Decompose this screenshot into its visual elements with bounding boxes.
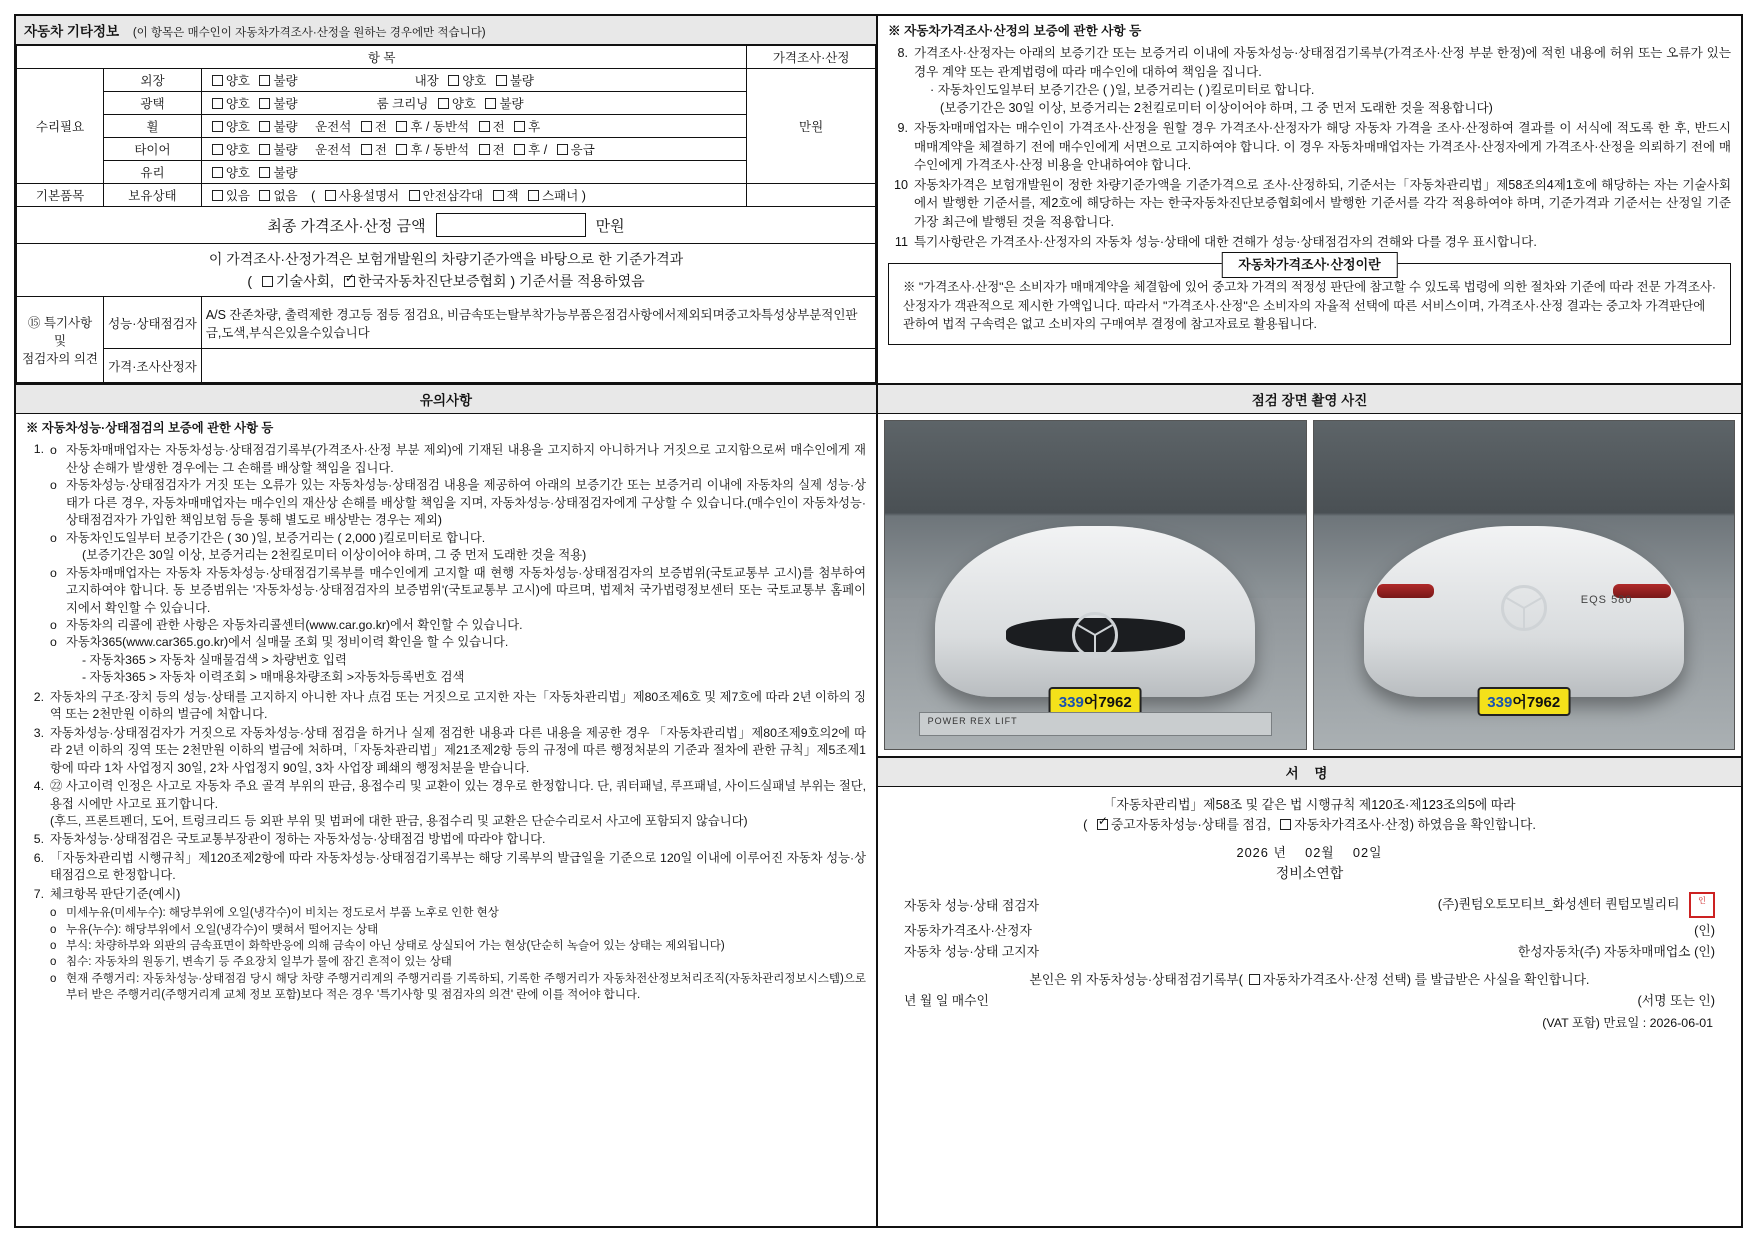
plate-char: 어 bbox=[1083, 694, 1099, 712]
notice-sublist bbox=[50, 442, 866, 686]
label-wheel-bad: 불량 bbox=[273, 120, 298, 134]
th-item: 항 목 bbox=[17, 46, 747, 69]
item-text: 자동차성능·상태점검자가 거짓으로 자동차성능·상태 점검을 하거나 실제 점검한 내용과 다른 내용을 제공한 경우 「자동차관리법」제80조제9호의2에 따라 2년 이하의 징역 또는 2천만원 이하의 벌금에 처하며,「자동차관리법」제21조제2항 등의 규정에 따른 행정처분의 기준과 절차에 관한 규칙」제5조제1항에 따라 1차 사업정지 30일, 2차 사업정지 90일, 3차 사업장 폐쇄의 행정처분을 받습니다. bbox=[50, 725, 866, 775]
license-plate-rear bbox=[1477, 687, 1570, 716]
price-basis-line2-post: ) 기준서를 적용하였음 bbox=[510, 273, 645, 289]
signer-label-inspector: 자동차 성능·상태 점검자 bbox=[904, 898, 1039, 914]
signature-legal-line: 「자동차관리법」제58조 및 같은 법 시행규칙 제120조·제123조의5에 따라 bbox=[1103, 797, 1516, 812]
label-possession-yes: 있음 bbox=[225, 189, 250, 203]
list-item: o 부식: 차량하부와 외판의 금속표면이 화학반응에 의해 금속이 아닌 상태로 상실되어 가는 현상(단순히 녹슬어 있는 상태는 제외됩니다) bbox=[50, 938, 866, 954]
list-item bbox=[26, 778, 866, 830]
label-tire-pass-front: 전 bbox=[492, 143, 505, 157]
checkbox-polish-bad[interactable] bbox=[259, 98, 270, 109]
buyer-signature-row bbox=[892, 988, 1727, 1009]
plate-char: 어 bbox=[1512, 694, 1527, 712]
top-section bbox=[16, 16, 1741, 383]
lift-platform bbox=[919, 712, 1272, 736]
plate-number: 7962 bbox=[1098, 694, 1132, 712]
mid-section-bars bbox=[16, 383, 1741, 414]
list-item bbox=[26, 886, 866, 1004]
list-item bbox=[26, 831, 866, 848]
price-survey-definition-text: ※ "가격조사·산정"은 소비자가 매매계약을 체결함에 있어 중고차 가격의 적정성 판단에 참고할 수 있도록 법령에 의한 절차와 기준에 따라 전문 가격조사·산정자가 객관적으로 제시한 가액입니다. 따라서 "가격조사·산정"은 소비자의 자율적 선택에 따른 서비스이며, 가격조사·산정 결과는 중고차 가격판단에 관하여 법적 구속력은 없고 소비자의 구매여부 결정에 참고자료로 활용됩니다. bbox=[903, 280, 1717, 332]
inspector-opinion-text: A/S 잔존차량, 출력제한 경고등 점등 점검요, 비금속또는탈부착가능부품은점검사항에서제외되며중고차특성상부분적인판금,도색,부식은있을수있습니다 bbox=[201, 297, 875, 349]
checkbox-manual[interactable] bbox=[325, 190, 336, 201]
label-wheel-driver-front: 전 bbox=[374, 120, 387, 134]
buyer-confirm-option: 자동차가격조사·산정 선택) bbox=[1262, 971, 1411, 987]
label-interior-good: 양호 bbox=[462, 74, 487, 88]
list-item: o 자동차매매업자는 자동차성능·상태점검기록부(가격조사·산정 부분 제외)에 기재된 내용을 고지하지 아니하거나 거짓으로 고지함으로써 매수인에게 재산상 손해가 발생한 경우에는 그 손해를 배상할 책임을 집니다. bbox=[50, 442, 866, 477]
photos-section-title: 점검 장면 촬영 사진 bbox=[878, 385, 1741, 413]
checkbox-interior-bad[interactable] bbox=[496, 75, 507, 86]
price-basis-paren-open: ( bbox=[247, 273, 253, 289]
photo-rear-view bbox=[1313, 420, 1736, 750]
checkbox-triangle[interactable] bbox=[409, 190, 420, 201]
list-item bbox=[888, 119, 1731, 174]
price-survey-guarantee-panel bbox=[878, 16, 1741, 383]
signature-options-line bbox=[892, 815, 1727, 835]
checkbox-wheel-bad[interactable] bbox=[259, 121, 270, 132]
checkbox-glass-good[interactable] bbox=[212, 167, 223, 178]
item-text: 가격조사·산정자는 아래의 보증기간 또는 보증거리 이내에 자동차성능·상태점검기록부(가격조사·산정 부분 한정)에 적힌 내용에 허위 또는 오류가 있는 경우 계약 또는 관계법령에 따라 매수인에 대하여 책임을 집니다. bbox=[914, 46, 1731, 79]
label-tire-driver-side: 운전석 bbox=[315, 143, 352, 157]
final-price-unit: 만원 bbox=[595, 217, 625, 235]
list-item bbox=[26, 689, 866, 724]
list-item bbox=[888, 44, 1731, 117]
signature-section-title: 서 명 bbox=[878, 756, 1741, 787]
plate-number: 7962 bbox=[1526, 694, 1561, 712]
signature-organization: 정비소연합 bbox=[1275, 864, 1344, 881]
item-dash-2: - 자동차365 > 자동차 이력조회 > 매매용차량조회 >자동차등록번호 검색 bbox=[82, 670, 465, 685]
signer-label-appraiser: 자동차가격조사·산정자 bbox=[904, 922, 1032, 938]
label-wheel-good: 양호 bbox=[225, 120, 250, 134]
signer-value-appraiser: (인) bbox=[1694, 922, 1715, 938]
mercedes-star-icon bbox=[1072, 612, 1118, 658]
checkbox-performance-inspection[interactable] bbox=[1097, 819, 1108, 830]
item-paren: (보증기간은 30일 이상, 보증거리는 2천킬로미터 이상이어야 하며, 그 중 먼저 도래한 것을 적용) bbox=[82, 548, 587, 563]
cell-basic-items-options: 있음 없음 ( 사용설명서 안전삼각대 잭 스패너 ) bbox=[201, 184, 746, 207]
item-text: 자동차365(www.car365.go.kr)에서 실매물 조회 및 정비이력 확인을 할 수 있습니다. bbox=[66, 635, 509, 650]
label-exterior-bad: 불량 bbox=[273, 74, 298, 88]
cell-tire-label: 타이어 bbox=[104, 138, 202, 161]
checkbox-possession-no[interactable] bbox=[259, 190, 270, 201]
item-text: 현재 주행거리: 자동차성능·상태점검 당시 해당 차량 주행거리계의 주행거리를 기록하되, 기록한 주행거리가 자동차전산정보처리조직(자동차관리정보시스템)으로부터 받은 주행거리(주행거리계 교체 정보 포함)보다 적은 경우 '특기사항 및 점검자의 의견' 란에 이를 적어야 합니다. bbox=[66, 972, 866, 1001]
checkbox-basis-engineer-society[interactable] bbox=[262, 276, 273, 287]
lift-label: POWER REX LIFT bbox=[927, 715, 1018, 726]
checkbox-tire-pass-front[interactable] bbox=[479, 144, 490, 155]
cell-polish-label: 광택 bbox=[104, 92, 202, 115]
list-item bbox=[888, 176, 1731, 231]
item-text: 자동차인도일부터 보증기간은 ( 30 )일, 보증거리는 ( 2,000 )킬로미터로 합니다. bbox=[66, 530, 486, 545]
signature-date bbox=[892, 842, 1727, 861]
item-subtext-2: (보증기간은 30일 이상, 보증거리는 2천킬로미터 이상이어야 하며, 그 중 먼저 도래한 것을 적용합니다) bbox=[940, 101, 1493, 115]
notice-section-title: 유의사항 bbox=[16, 385, 878, 413]
buyer-confirm-pre: 본인은 위 자동차성능·상태점검기록부( bbox=[1029, 971, 1243, 987]
cell-price-unit-manwon: 만원 bbox=[747, 69, 876, 184]
criteria-examples-list bbox=[50, 905, 866, 1003]
label-price-survey: 자동차가격조사·산정) 하였음을 확인합니다. bbox=[1294, 817, 1536, 833]
appraiser-opinion-text bbox=[201, 349, 875, 383]
item-number: 6. bbox=[33, 850, 44, 865]
item-text: 자동차성능·상태점검은 국토교통부장관이 정하는 자동차성능·상태점검 방법에 따라야 합니다. bbox=[50, 832, 546, 847]
vehicle-extra-info-panel bbox=[16, 16, 878, 383]
cell-exterior-label: 외장 bbox=[104, 69, 202, 92]
price-survey-guarantee-title: ※ 자동차가격조사·산정의 보증에 관한 사항 등 bbox=[888, 24, 1142, 38]
item-text: 자동차가격은 보험개발원이 정한 차량기준가액을 기준가격으로 조사·산정하되, 기준서는「자동차관리법」제58조의4제1호에 해당하는 자는 기술사회에서 발행한 기준서를, 제2호에 해당하는 자는 한국자동차진단보증협회에서 발행한 기준서를 각각 적용하여야 하며, 기준가격과 기준서는 산정일 기준 가장 최근에 발행된 것을 적용합니다. bbox=[914, 178, 1731, 229]
label-basis-engineer-society: 기술사회, bbox=[275, 273, 334, 289]
label-glass-good: 양호 bbox=[225, 166, 250, 180]
list-item: o 자동차의 리콜에 관한 사항은 자동차리콜센터(www.car.go.kr)에서 확인할 수 있습니다. bbox=[50, 617, 866, 634]
item-text: 체크항목 판단기준(예시) bbox=[50, 886, 181, 901]
final-price-row bbox=[17, 207, 876, 244]
item-text: 미세누유(미세누수): 해당부위에 오일(냉각수)이 비치는 정도로서 부품 노후로 인한 현상 bbox=[66, 907, 499, 920]
photo-front-view bbox=[884, 420, 1307, 750]
price-survey-guarantee-text bbox=[878, 16, 1741, 257]
item-dash-1: - 자동차365 > 자동차 실매물검색 > 차량번호 입력 bbox=[82, 652, 347, 667]
item-text: 침수: 자동차의 원동기, 변속기 등 주요장치 일부가 물에 잠긴 흔적이 있는 상태 bbox=[66, 956, 452, 969]
checkbox-polish-good[interactable] bbox=[212, 98, 223, 109]
checkbox-glass-bad[interactable] bbox=[259, 167, 270, 178]
cell-exterior-options bbox=[201, 69, 746, 92]
list-item bbox=[26, 850, 866, 885]
label-glass-bad: 불량 bbox=[273, 166, 298, 180]
vehicle-extra-info-table bbox=[16, 45, 876, 383]
item-text: 누유(누수): 해당부위에서 오일(냉각수)이 맺혀서 떨어지는 상태 bbox=[66, 923, 379, 936]
vehicle-extra-info-title: 자동차 기타정보 bbox=[24, 24, 120, 39]
signature-panel bbox=[878, 787, 1741, 1037]
appraiser-opinion-label: 가격·조사산정자 bbox=[104, 349, 202, 383]
label-jack: 잭 bbox=[506, 189, 519, 203]
inspector-opinion-label: 성능·상태점검자 bbox=[104, 297, 202, 349]
cell-possession-label: 보유상태 bbox=[104, 184, 202, 207]
cell-tire-options bbox=[201, 138, 746, 161]
checkbox-room-cleaning-good[interactable] bbox=[438, 98, 449, 109]
item-text: 부식: 차량하부와 외판의 금속표면이 화학반응에 의해 금속이 아닌 상태로 상실되어 가는 현상(단순히 녹슬어 있는 상태는 제외됩니다) bbox=[66, 939, 725, 952]
item-number: 11 bbox=[894, 234, 908, 249]
item-text: 자동차의 구조·장치 등의 성능·상태를 고지하지 아니한 자나 点검 또는 거짓으로 고지한 자는「자동차관리법」제80조제6호 및 제7호에 따라 2년 이하의 징역 또는 2천만원 이하의 벌금에 처합니다. bbox=[50, 689, 866, 722]
label-tire-good: 양호 bbox=[225, 143, 250, 157]
final-price-label: 최종 가격조사·산정 금액 bbox=[267, 217, 426, 235]
label-room-cleaning: 룸 크리닝 bbox=[376, 97, 429, 111]
buyer-confirm-post: 를 발급받은 사실을 확인합니다. bbox=[1414, 971, 1590, 987]
buyer-date-line: 년 월 일 매수인 bbox=[904, 992, 989, 1008]
checkbox-exterior-bad[interactable] bbox=[259, 75, 270, 86]
item-text: 특기사항란은 가격조사·산정자의 자동차 성능·상태에 대한 견해가 성능·상태점검자의 견해와 다를 경우 표시합니다. bbox=[914, 234, 1537, 249]
item-number: 10 bbox=[893, 178, 908, 192]
item-number: 4. bbox=[33, 779, 44, 794]
checkbox-tire-spare[interactable] bbox=[557, 144, 568, 155]
item-number: 8. bbox=[897, 46, 908, 61]
checkbox-tire-driver-front[interactable] bbox=[361, 144, 372, 155]
row-label-repair: 수리필요 bbox=[17, 69, 104, 184]
cell-wheel-label: 휠 bbox=[104, 115, 202, 138]
label-possession-no: 없음 bbox=[273, 189, 298, 203]
list-item bbox=[888, 233, 1731, 251]
item-number: 3. bbox=[33, 725, 44, 740]
buyer-signature-hint: (서명 또는 인) bbox=[1637, 992, 1715, 1008]
photos-and-signature-panel bbox=[878, 414, 1741, 1226]
item-text: 자동차성능·상태점검자가 거짓 또는 오류가 있는 자동차성능·상태점검 내용을 제공하여 아래의 보증기간 또는 보증거리 이내에 자동차의 실제 성능·상태가 다른 경우, 자동차매매업자는 매수인의 재산상 손해를 배상할 책임을 지며, 자동차성능·상태점검자에게 구상할 수 있습니다.(매수인이 자동차성능·상태점검자가 가입한 책임보험 등을 통해 별도로 배상받는 경우는 제외) bbox=[66, 478, 866, 528]
bottom-section bbox=[16, 414, 1741, 1226]
seal-stamp-icon: 인 bbox=[1689, 892, 1715, 918]
checkbox-tire-pass-rear[interactable] bbox=[514, 144, 525, 155]
label-tire-pass-rear: 후 / bbox=[528, 143, 548, 157]
item-text: 자동차매매업자는 자동차 자동차성능·상태점검기록부를 매수인에게 고지할 때 현행 자동차성능·상태점검자의 보증범위(국토교통부 고시)를 첨부하여 고지하여야 합니다. 동 보증범위는 '자동차성능·상태점검자의 보증범위'(국토교통부 고시)에 따르며, 법제처 국가법령정보센터 또는 국토교통부 홈페이지에서 확인할 수 있습니다. bbox=[66, 565, 866, 615]
model-badge: EQS 580 bbox=[1580, 594, 1633, 607]
price-survey-definition-caption: 자동차가격조사·산정이란 bbox=[1221, 252, 1397, 278]
label-wheel-pass-rear: 후 bbox=[528, 120, 541, 134]
th-price-survey: 가격조사·산정 bbox=[747, 46, 876, 69]
checkbox-price-survey[interactable] bbox=[1280, 819, 1291, 830]
item-number: 5. bbox=[33, 832, 44, 847]
list-item: o 자동차365(www.car365.go.kr)에서 실매물 조회 및 정비이력 확인을 할 수 있습니다. - 자동차365 > 자동차 실매물검색 > 차량번호 입력 - 자동차365 > 자동차 이력조회 > 매매용차량조회 >자동차등록번호 검색 bbox=[50, 634, 866, 686]
mercedes-star-icon bbox=[1501, 585, 1547, 631]
list-item: o 현재 주행거리: 자동차성능·상태점검 당시 해당 차량 주행거리계의 주행거리를 기록하되, 기록한 주행거리가 자동차전산정보처리조직(자동차관리정보시스템)으로부터 받은 주행거리(주행거리계 교체 정보 포함)보다 적은 경우 '특기사항 및 점검자의 의견' 란에 이를 적어야 합니다. bbox=[50, 971, 866, 1004]
label-wheel-driver-side: 운전석 bbox=[315, 120, 352, 134]
item-subtext-1: · 자동차인도일부터 보증기간은 ( )일, 보증거리는 ( )킬로미터로 합니다. bbox=[930, 82, 1315, 97]
label-manual: 사용설명서 bbox=[338, 189, 400, 203]
buyer-confirmation-line bbox=[892, 969, 1727, 988]
photo-row bbox=[878, 414, 1741, 756]
item-text: ㉒ 사고이력 인정은 사고로 자동차 주요 골격 부위의 판금, 용접수리 및 교환이 있는 경우로 한정합니다. 단, 쿼터패널, 루프패널, 사이드실패널 부위는 절단, 용접 시에만 사고로 표기합니다. bbox=[50, 779, 866, 811]
special-notes-label-line1: ⑮ 특기사항 및 bbox=[27, 315, 93, 348]
checkbox-price-survey-selection[interactable] bbox=[1249, 974, 1260, 985]
checkbox-jack[interactable] bbox=[493, 190, 504, 201]
notice-head: ※ 자동차성능·상태점검의 보증에 관한 사항 등 bbox=[26, 421, 274, 435]
special-notes-label-line2: 점검자의 의견 bbox=[22, 351, 99, 366]
checkbox-possession-yes[interactable] bbox=[212, 190, 223, 201]
checkbox-interior-good[interactable] bbox=[448, 75, 459, 86]
paren-open: ( bbox=[1083, 817, 1088, 833]
label-spanner: 스패너 bbox=[542, 189, 579, 203]
cell-wheel-options bbox=[201, 115, 746, 138]
plate-region: 339 bbox=[1487, 694, 1513, 712]
price-basis-row bbox=[17, 244, 876, 297]
cell-glass-options bbox=[201, 161, 746, 184]
label-triangle: 안전삼각대 bbox=[422, 189, 484, 203]
checkbox-tire-bad[interactable] bbox=[259, 144, 270, 155]
vehicle-extra-info-subtitle: (이 항목은 매수인이 자동차가격조사·산정을 원하는 경우에만 적습니다) bbox=[132, 27, 486, 39]
date-year: 2026 년 bbox=[1236, 844, 1287, 860]
list-item: o 자동차매매업자는 자동차 자동차성능·상태점검기록부를 매수인에게 고지할 때 현행 자동차성능·상태점검자의 보증범위(국토교통부 고시)를 첨부하여 고지하여야 합니다. 동 보증범위는 '자동차성능·상태점검자의 보증범위'(국토교통부 고시)에 따르며, 법제처 국가법령정보센터 또는 국토교통부 홈페이지에서 확인할 수 있습니다. bbox=[50, 565, 866, 617]
notice-list bbox=[26, 441, 866, 1004]
item-number: 1. bbox=[33, 442, 44, 457]
label-exterior-good: 양호 bbox=[225, 74, 250, 88]
checkbox-tire-good[interactable] bbox=[212, 144, 223, 155]
checkbox-wheel-pass-rear[interactable] bbox=[514, 121, 525, 132]
special-notes-label bbox=[17, 297, 104, 383]
taillight-left bbox=[1377, 584, 1435, 598]
checkbox-exterior-good[interactable] bbox=[212, 75, 223, 86]
checkbox-spanner[interactable] bbox=[528, 190, 539, 201]
price-survey-guarantee-list bbox=[888, 44, 1731, 251]
cell-glass-label: 유리 bbox=[104, 161, 202, 184]
item-text: 자동차매매업자는 자동차성능·상태점검기록부(가격조사·산정 부분 제외)에 기재된 내용을 고지하지 아니하거나 거짓으로 고지함으로써 매수인에게 재산상 손해가 발생한 경우에는 그 손해를 배상할 책임을 집니다. bbox=[66, 443, 866, 475]
checkbox-wheel-driver-rear[interactable] bbox=[396, 121, 407, 132]
label-tire-spare: 응급 bbox=[570, 143, 595, 157]
item-text: 「자동차관리법 시행규칙」제120조제2항에 따라 자동차성능·상태점검기록부는 해당 기록부의 발급일을 기준으로 120일 이내에 이루어진 자동차 성능·상태점검으로 한정합니다. bbox=[50, 850, 866, 883]
checkbox-wheel-good[interactable] bbox=[212, 121, 223, 132]
car-rear-body bbox=[1364, 526, 1684, 697]
list-item bbox=[26, 725, 866, 777]
footer-expiry: (VAT 포함) 만료일 : 2026-06-01 bbox=[1542, 1015, 1713, 1030]
signer-value-inspector: (주)퀀텀오토모티브_화성센터 퀀텀모빌리티 bbox=[1437, 896, 1680, 912]
notice-panel bbox=[16, 414, 878, 1226]
item-paren: (후드, 프론트펜더, 도어, 트렁크리드 등 외판 부위 및 범퍼에 대한 판금, 용접수리 및 교환은 단순수리로서 사고에 포함되지 않습니다) bbox=[50, 813, 748, 828]
label-polish-bad: 불량 bbox=[273, 97, 298, 111]
list-item: o 자동차인도일부터 보증기간은 ( 30 )일, 보증거리는 ( 2,000 )킬로미터로 합니다. (보증기간은 30일 이상, 보증거리는 2천킬로미터 이상이어야 하며, 그 중 먼저 도래한 것을 적용) bbox=[50, 530, 866, 565]
plate-region: 339 bbox=[1058, 694, 1084, 712]
list-item bbox=[26, 441, 866, 687]
label-tire-driver-front: 전 bbox=[374, 143, 387, 157]
price-basis-line1: 이 가격조사·산정가격은 보험개발원의 차량기준가액을 바탕으로 한 기준가격과 bbox=[208, 251, 684, 267]
final-price-input[interactable] bbox=[436, 213, 586, 237]
label-room-cleaning-good: 양호 bbox=[451, 97, 476, 111]
checkbox-wheel-pass-front[interactable] bbox=[479, 121, 490, 132]
item-number: 7. bbox=[33, 886, 44, 901]
label-interior: 내장 bbox=[414, 74, 439, 88]
signer-label-notifier: 자동차 성능·상태 고지자 bbox=[904, 943, 1039, 959]
signature-row bbox=[892, 891, 1727, 919]
list-item: o 침수: 자동차의 원동기, 변속기 등 주요장치 일부가 물에 잠긴 흔적이 있는 상태 bbox=[50, 954, 866, 970]
signer-value-notifier: 한성자동차(주) 자동차매매업소 (인) bbox=[1517, 943, 1715, 959]
list-item: o 미세누유(미세누수): 해당부위에 오일(냉각수)이 비치는 정도로서 부품 노후로 인한 현상 bbox=[50, 905, 866, 921]
date-day: 02일 bbox=[1352, 844, 1383, 860]
label-tire-bad: 불량 bbox=[273, 143, 298, 157]
label-room-cleaning-bad: 불량 bbox=[499, 97, 524, 111]
label-performance-inspection: 중고자동차성능·상태를 점검, bbox=[1110, 817, 1271, 833]
signature-row bbox=[892, 940, 1727, 961]
item-number: 2. bbox=[33, 689, 44, 704]
row-label-basic-items: 기본품목 bbox=[17, 184, 104, 207]
checkbox-room-cleaning-bad[interactable] bbox=[485, 98, 496, 109]
price-survey-definition-box bbox=[888, 257, 1731, 345]
label-interior-bad: 불량 bbox=[509, 74, 535, 88]
label-wheel-pass-front: 전 bbox=[492, 120, 505, 134]
label-basis-kadga: 한국자동차진단보증협회 bbox=[357, 273, 507, 289]
vehicle-extra-info-header bbox=[16, 16, 876, 45]
checkbox-tire-driver-rear[interactable] bbox=[396, 144, 407, 155]
item-text: 자동차매매업자는 매수인이 가격조사·산정을 원할 경우 가격조사·산정자가 해당 자동차 가격을 조사·산정하여 결과를 이 서식에 적도록 한 후, 반드시 매매계약을 체결하기 전에 매수인에게 서면으로 고지하여야 합니다. 이 경우 자동차매매업자는 가격조사·산정자에게 가격조사·산정을 의뢰하기 전에 매수인에게 가격조사·산정 비용을 안내하여야 합니다. bbox=[914, 121, 1731, 172]
signature-row bbox=[892, 919, 1727, 940]
checkbox-basis-kadga[interactable] bbox=[344, 276, 355, 287]
label-tire-passenger-side: 후 / 동반석 bbox=[410, 143, 470, 157]
cell-polish-options bbox=[201, 92, 746, 115]
item-number: 9. bbox=[897, 121, 908, 136]
date-month: 02월 bbox=[1305, 844, 1335, 860]
form-outer-border bbox=[14, 14, 1743, 1228]
checkbox-wheel-driver-front[interactable] bbox=[361, 121, 372, 132]
label-polish-good: 양호 bbox=[225, 97, 250, 111]
label-wheel-passenger-side: 후 / 동반석 bbox=[410, 120, 470, 134]
car-grille bbox=[1006, 618, 1185, 652]
list-item: o 자동차성능·상태점검자가 거짓 또는 오류가 있는 자동차성능·상태점검 내용을 제공하여 아래의 보증기간 또는 보증거리 이내에 자동차의 실제 성능·상태가 다른 경우, 자동차매매업자는 매수인의 재산상 손해를 배상할 책임을 지며, 자동차성능·상태점검자에게 구상할 수 있습니다.(매수인이 자동차성능·상태점검자가 가입한 책임보험 등을 통해 별도로 배상받는 경우는 제외) bbox=[50, 477, 866, 529]
list-item: o 누유(누수): 해당부위에서 오일(냉각수)이 맺혀서 떨어지는 상태 bbox=[50, 922, 866, 938]
item-text: 자동차의 리콜에 관한 사항은 자동차리콜센터(www.car.go.kr)에서 확인할 수 있습니다. bbox=[66, 617, 523, 632]
